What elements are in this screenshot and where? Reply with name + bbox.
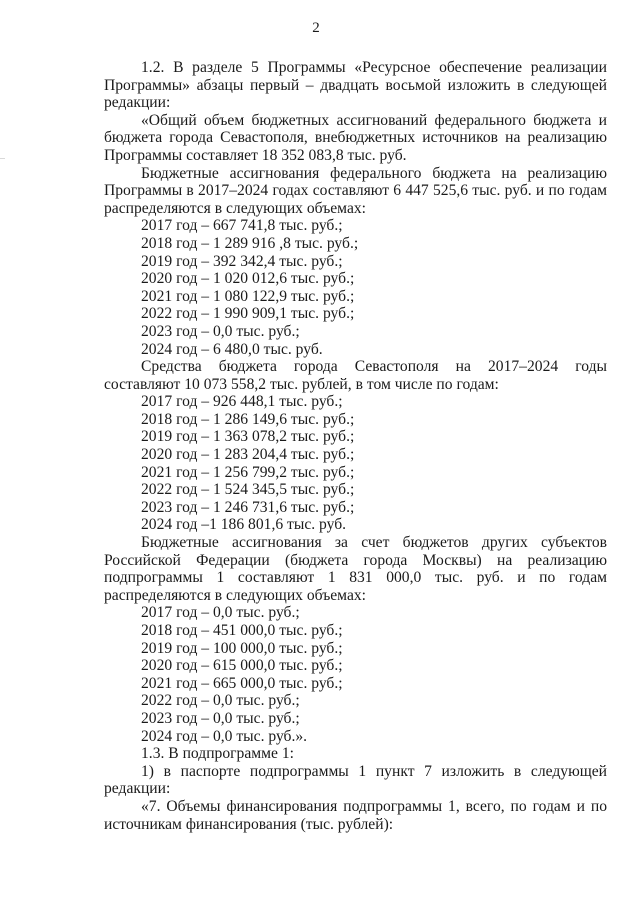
sevastopol-budget-list: [104, 393, 607, 534]
list-item: 2024 год – 6 480,0 тыс. руб.: [141, 340, 323, 358]
list-item: 2017 год – 0,0 тыс. руб.;: [141, 604, 300, 622]
list-item: 2018 год – 1 286 149,6 тыс. руб.;: [141, 410, 355, 428]
list-item: 2017 год – 926 448,1 тыс. руб.;: [141, 393, 343, 411]
list-item: 2020 год – 615 000,0 тыс. руб.;: [141, 657, 343, 675]
list-item: 2017 год – 667 741,8 тыс. руб.;: [141, 217, 343, 235]
paragraph-federal-budget: Бюджетные ассигнования федерального бюджета на реализацию Программы в 2017–2024 годах составляют 6 447 525,6 тыс. руб. и по годам распределяются в следующих объемах:: [104, 164, 607, 217]
list-item: 2023 год – 0,0 тыс. руб.;: [141, 709, 300, 727]
list-item: 2024 год – 0,0 тыс. руб.».: [141, 727, 308, 745]
document-body: [104, 59, 607, 833]
list-item: 2020 год – 1 283 204,4 тыс. руб.;: [141, 446, 355, 464]
list-item: 2023 год – 1 246 731,6 тыс. руб.;: [141, 498, 355, 516]
federal-budget-list: [104, 217, 607, 358]
paragraph-section-1-3: 1.3. В подпрограмме 1:: [141, 745, 294, 763]
page-number: 2: [312, 20, 320, 36]
list-item: 2018 год – 1 289 916 ,8 тыс. руб.;: [141, 234, 359, 252]
list-item: 2021 год – 1 256 799,2 тыс. руб.;: [141, 463, 355, 481]
list-item: 2019 год – 1 363 078,2 тыс. руб.;: [141, 428, 355, 446]
list-item: 2019 год – 100 000,0 тыс. руб.;: [141, 639, 343, 657]
paragraph-section-1-2: 1.2. В разделе 5 Программы «Ресурсное обеспечение реализации Программы» абзацы первый – двадцать восьмой изложить в следующей редакции:: [104, 59, 607, 112]
paragraph-total-volume: «Общий объем бюджетных ассигнований федерального бюджета и бюджета города Севастополя, внебюджетных источников на реализацию Программы составляет 18 352 083,8 тыс. руб.: [104, 111, 607, 164]
paragraph-passport-item-7: 1) в паспорте подпрограммы 1 пункт 7 изложить в следующей редакции:: [104, 762, 607, 798]
moscow-budget-list: [104, 604, 607, 745]
paragraph-moscow-budget: Бюджетные ассигнования за счет бюджетов других субъектов Российской Федерации (бюджета города Москвы) на реализацию подпрограммы 1 составляют 1 831 000,0 тыс. руб. и по годам распределяются в следующих объемах:: [104, 534, 607, 604]
list-item: 2018 год – 451 000,0 тыс. руб.;: [141, 622, 343, 639]
list-item: 2020 год – 1 020 012,6 тыс. руб.;: [141, 270, 355, 288]
paragraph-sevastopol-budget: Средства бюджета города Севастополя на 2017–2024 годы составляют 10 073 558,2 тыс. рублей, в том числе по годам:: [104, 358, 607, 393]
list-item: 2022 год – 0,0 тыс. руб.;: [141, 692, 300, 710]
scan-mark: [0, 158, 5, 159]
list-item: 2022 год – 1 990 909,1 тыс. руб.;: [141, 305, 355, 323]
list-item: 2022 год – 1 524 345,5 тыс. руб.;: [141, 481, 355, 499]
list-item: 2024 год –1 186 801,6 тыс. руб.: [141, 516, 347, 534]
list-item: 2021 год – 665 000,0 тыс. руб.;: [141, 674, 343, 692]
list-item: 2019 год – 392 342,4 тыс. руб.;: [141, 252, 343, 270]
list-item: 2021 год – 1 080 122,9 тыс. руб.;: [141, 287, 355, 305]
list-item: 2023 год – 0,0 тыс. руб.;: [141, 322, 300, 340]
paragraph-financing-volumes: «7. Объемы финансирования подпрограммы 1, всего, по годам и по источникам финансирования (тыс. рублей):: [104, 797, 607, 833]
